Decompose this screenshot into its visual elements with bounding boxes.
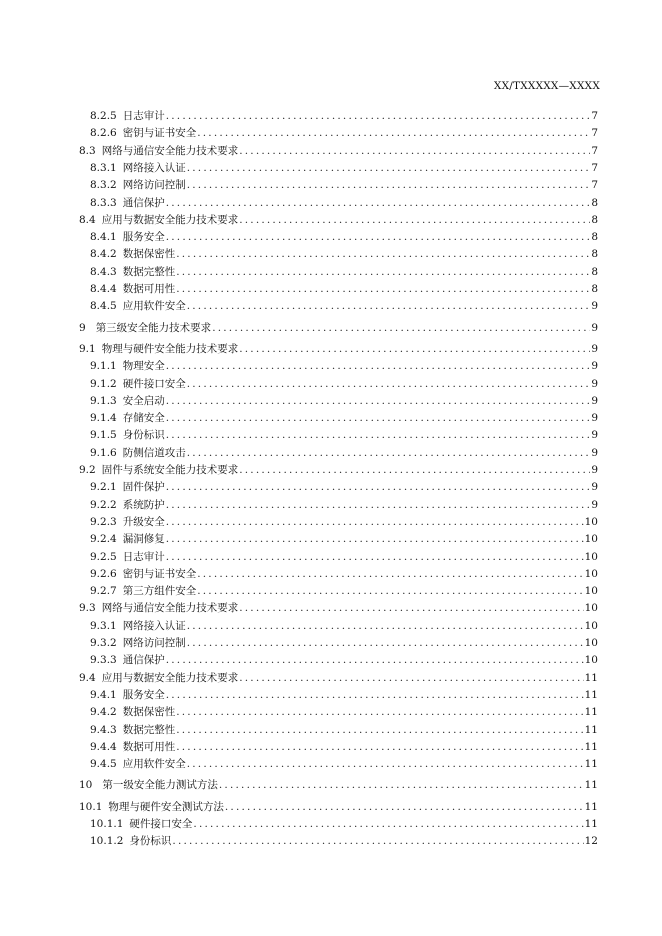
toc-entry-number: 9.2.4 <box>90 533 117 546</box>
toc-entry-title: 网络接入认证 <box>122 619 186 632</box>
toc-entry-title: 第三方组件安全 <box>122 585 197 598</box>
toc-entry-title: 物理与硬件安全能力技术要求 <box>101 342 239 355</box>
toc-entry-number: 8.4.2 <box>90 248 117 261</box>
toc-entry-page: 11 <box>584 818 598 830</box>
toc-entry-title: 身份标识 <box>122 429 165 442</box>
toc-entry[interactable] <box>90 229 598 245</box>
toc-entry[interactable] <box>90 393 598 409</box>
toc-entry-title: 日志审计 <box>122 110 165 122</box>
toc-leader-dots <box>239 672 583 684</box>
toc-entry-number: 9.4 <box>79 671 96 684</box>
toc-entry-title: 物理与硬件安全测试方法 <box>108 800 224 813</box>
toc-leader-dots <box>187 447 591 459</box>
toc-entry-page: 11 <box>584 688 598 701</box>
toc-entry-title: 网络访问控制 <box>122 179 186 192</box>
toc-entry-page: 9 <box>591 321 598 334</box>
toc-leader-dots <box>166 551 584 563</box>
toc-entry-page: 7 <box>591 179 598 192</box>
toc-leader-dots <box>219 779 584 791</box>
toc-entry-page: 9 <box>591 429 598 442</box>
toc-entry-page: 9 <box>591 342 598 355</box>
toc-entry-page: 9 <box>591 360 598 373</box>
toc-entry-page: 7 <box>591 144 598 157</box>
toc-entry-number: 8.3.2 <box>90 179 117 192</box>
toc-entry[interactable] <box>90 566 598 582</box>
toc-entry-number: 9.4.3 <box>90 723 117 736</box>
toc-entry-number: 9.1 <box>79 342 96 355</box>
toc-entry-title: 第三级安全能力技术要求 <box>95 321 212 334</box>
toc-entry-title: 数据保密性 <box>122 706 176 719</box>
toc-entry-page: 9 <box>591 446 598 459</box>
toc-entry[interactable] <box>79 670 598 686</box>
toc-entry-page: 10 <box>584 515 598 528</box>
toc-leader-dots <box>193 818 583 830</box>
toc-entry-page: 11 <box>584 740 598 753</box>
toc-entry[interactable] <box>90 479 598 495</box>
toc-entry[interactable] <box>90 618 598 634</box>
toc-entry-number: 9.2.3 <box>90 515 117 528</box>
toc-entry[interactable] <box>79 799 598 815</box>
toc-leader-dots <box>187 378 591 390</box>
toc-entry-title: 网络访问控制 <box>122 637 186 649</box>
toc-entry-number: 8.4.3 <box>90 265 117 278</box>
toc-entry[interactable] <box>90 833 598 849</box>
toc-entry-page: 10 <box>584 585 598 598</box>
toc-leader-dots <box>187 179 591 191</box>
toc-entry-title: 密钥与证书安全 <box>122 567 197 580</box>
toc-entry-title: 日志审计 <box>122 550 165 563</box>
toc-entry-page: 8 <box>591 196 598 209</box>
toc-entry-title: 固件与系统安全能力技术要求 <box>101 464 239 476</box>
toc-entry-title: 硬件接口安全 <box>122 377 186 390</box>
toc-entry-number: 9.1.4 <box>90 412 117 425</box>
toc-entry-title: 应用软件安全 <box>122 758 186 771</box>
toc-entry-number: 10.1 <box>79 800 103 813</box>
toc-entry-page: 12 <box>584 835 598 848</box>
toc-entry-title: 密钥与证书安全 <box>122 127 197 140</box>
toc-entry-title: 应用软件安全 <box>122 300 186 313</box>
toc-leader-dots <box>187 300 591 312</box>
toc-entry-number: 9.4.4 <box>90 740 117 753</box>
toc-entry-number: 8.4.4 <box>90 283 117 295</box>
toc-entry[interactable] <box>90 497 598 513</box>
toc-leader-dots <box>166 412 591 424</box>
toc-entry-page: 10 <box>584 567 598 580</box>
toc-entry[interactable] <box>79 341 598 357</box>
toc-entry-title: 应用与数据安全能力技术要求 <box>101 671 239 684</box>
toc-entry-number: 9.1.2 <box>90 377 117 390</box>
toc-leader-dots <box>239 214 590 226</box>
toc-entry-number: 8.4.5 <box>90 300 117 313</box>
toc-leader-dots <box>166 429 591 441</box>
toc-entry-number: 8.2.6 <box>90 127 117 140</box>
document-id-header: XX/TXXXXX—XXXX <box>493 80 600 92</box>
toc-entry-title: 数据可用性 <box>122 740 176 753</box>
toc-entry[interactable] <box>90 739 598 755</box>
toc-entry[interactable] <box>90 195 598 211</box>
toc-entry-title: 升级安全 <box>122 515 165 528</box>
toc-entry-number: 8.3.3 <box>90 196 117 209</box>
toc-entry-number: 9.4.2 <box>90 706 117 719</box>
toc-entry-page: 11 <box>584 671 598 684</box>
toc-entry-number: 8.4 <box>79 213 96 226</box>
toc-entry-page: 10 <box>584 637 598 649</box>
toc-entry[interactable] <box>90 687 598 703</box>
toc-leader-dots <box>212 322 590 334</box>
toc-leader-dots <box>176 706 583 718</box>
toc-leader-dots <box>166 110 591 122</box>
toc-entry-title: 漏洞修复 <box>122 533 165 546</box>
toc-entry-title: 数据保密性 <box>122 248 176 261</box>
toc-leader-dots <box>166 197 591 209</box>
toc-entry-title: 服务安全 <box>122 231 165 244</box>
toc-leader-dots <box>166 481 591 493</box>
toc-entry-page: 7 <box>591 110 598 122</box>
toc-leader-dots <box>176 283 590 295</box>
toc-entry-number: 8.3.1 <box>90 161 117 174</box>
toc-entry[interactable] <box>79 212 598 228</box>
toc-entry-number: 9.3.2 <box>90 637 117 649</box>
toc-entry[interactable] <box>79 143 598 159</box>
toc-leader-dots <box>166 516 584 528</box>
toc-leader-dots <box>166 654 584 666</box>
toc-leader-dots <box>176 741 583 753</box>
toc-entry[interactable] <box>90 177 598 193</box>
toc-entry[interactable] <box>90 125 598 141</box>
toc-entry-page: 10 <box>584 550 598 563</box>
toc-leader-dots <box>187 758 584 770</box>
toc-entry[interactable] <box>90 445 598 461</box>
toc-entry-number: 9.4.5 <box>90 758 117 771</box>
toc-entry-number: 9.2.6 <box>90 567 117 580</box>
toc-entry-number: 9.4.1 <box>90 688 117 701</box>
toc-entry-title: 通信保护 <box>122 196 165 209</box>
toc-entry-number: 10.1.1 <box>90 818 124 830</box>
toc-entry[interactable] <box>90 298 598 314</box>
toc-entry[interactable] <box>90 531 598 547</box>
toc-entry[interactable] <box>90 376 598 392</box>
toc-entry-number: 8.4.1 <box>90 231 117 244</box>
toc-entry-number: 9 <box>79 321 86 334</box>
toc-leader-dots <box>166 395 591 407</box>
toc-entry[interactable] <box>90 281 598 297</box>
toc-entry-number: 9.2.1 <box>90 481 117 494</box>
toc-entry-number: 9.1.3 <box>90 394 117 407</box>
toc-entry-title: 数据完整性 <box>122 265 176 278</box>
toc-entry[interactable] <box>90 549 598 565</box>
toc-entry-number: 8.2.5 <box>90 110 117 122</box>
toc-leader-dots <box>187 162 591 174</box>
toc-entry[interactable] <box>79 777 598 793</box>
toc-entry-title: 应用与数据安全能力技术要求 <box>101 213 239 226</box>
toc-entry-page: 9 <box>591 394 598 407</box>
toc-leader-dots <box>197 585 583 597</box>
toc-entry-title: 系统防护 <box>122 498 165 511</box>
toc-entry-page: 9 <box>591 481 598 494</box>
toc-entry-number: 9.3 <box>79 602 96 615</box>
toc-entry-title: 网络接入认证 <box>122 161 186 174</box>
toc-leader-dots <box>176 266 590 278</box>
toc-entry-page: 8 <box>591 213 598 226</box>
toc-leader-dots <box>176 248 590 260</box>
toc-leader-dots <box>166 533 584 545</box>
toc-leader-dots <box>197 127 590 139</box>
toc-entry-page: 8 <box>591 231 598 244</box>
toc-entry[interactable] <box>90 246 598 262</box>
toc-entry-number: 9.2 <box>79 464 96 476</box>
toc-entry-number: 10.1.2 <box>90 835 124 848</box>
toc-entry-number: 9.3.1 <box>90 619 117 632</box>
toc-leader-dots <box>166 360 591 372</box>
toc-leader-dots <box>239 602 583 614</box>
toc-entry-title: 物理安全 <box>122 360 165 373</box>
toc-entry-page: 9 <box>591 300 598 313</box>
toc-entry-title: 数据可用性 <box>122 283 176 295</box>
toc-entry[interactable] <box>79 320 598 336</box>
toc-entry[interactable] <box>90 756 598 772</box>
toc-entry-page: 8 <box>591 248 598 261</box>
toc-entry[interactable] <box>90 652 598 668</box>
toc-entry-title: 数据完整性 <box>122 723 176 736</box>
toc-entry-page: 11 <box>584 706 598 719</box>
toc-entry-page: 11 <box>584 758 598 771</box>
toc-entry-page: 11 <box>584 800 598 813</box>
toc-entry-title: 网络与通信安全能力技术要求 <box>101 144 239 157</box>
toc-entry[interactable] <box>90 108 598 124</box>
toc-entry-title: 防侧信道攻击 <box>122 446 186 459</box>
toc-entry-page: 8 <box>591 265 598 278</box>
toc-entry-page: 11 <box>584 779 598 792</box>
toc-entry-number: 10 <box>79 779 93 792</box>
toc-entry[interactable] <box>90 410 598 426</box>
toc-entry-number: 8.3 <box>79 144 96 157</box>
toc-entry-title: 服务安全 <box>122 688 165 701</box>
toc-entry[interactable] <box>90 722 598 738</box>
toc-entry-number: 9.1.5 <box>90 429 117 442</box>
toc-leader-dots <box>197 568 583 580</box>
toc-entry-title: 硬件接口安全 <box>129 818 193 830</box>
toc-entry[interactable] <box>79 462 598 478</box>
toc-entry[interactable] <box>90 427 598 443</box>
toc-entry[interactable] <box>90 816 598 832</box>
toc-leader-dots <box>172 835 583 847</box>
toc-leader-dots <box>176 724 583 736</box>
toc-entry-title: 固件保护 <box>122 481 165 494</box>
toc-leader-dots <box>187 620 584 632</box>
toc-entry-page: 10 <box>584 654 598 667</box>
toc-entry[interactable] <box>90 514 598 530</box>
toc-entry-page: 10 <box>584 533 598 546</box>
toc-entry-page: 8 <box>591 283 598 295</box>
toc-entry-page: 10 <box>584 602 598 615</box>
toc-leader-dots <box>166 499 591 511</box>
toc-entry[interactable] <box>90 358 598 374</box>
toc-leader-dots <box>239 145 590 157</box>
toc-entry-page: 9 <box>591 464 598 476</box>
toc-entry[interactable] <box>90 583 598 599</box>
toc-leader-dots <box>166 689 584 701</box>
toc-leader-dots <box>166 231 591 243</box>
toc-entry-number: 9.3.3 <box>90 654 117 667</box>
toc-entry-number: 9.2.7 <box>90 585 117 598</box>
toc-entry[interactable] <box>90 635 598 651</box>
toc-entry[interactable] <box>90 264 598 280</box>
toc-entry-page: 10 <box>584 619 598 632</box>
toc-entry-page: 9 <box>591 377 598 390</box>
toc-entry-page: 7 <box>591 161 598 174</box>
toc-entry-title: 存储安全 <box>122 412 165 425</box>
toc-entry-title: 安全启动 <box>122 394 165 407</box>
toc-entry-title: 身份标识 <box>129 835 172 848</box>
toc-leader-dots <box>225 801 584 813</box>
toc-entry-number: 9.2.5 <box>90 550 117 563</box>
toc-entry-page: 11 <box>584 723 598 736</box>
toc-entry-page: 7 <box>591 127 598 140</box>
toc-leader-dots <box>239 464 590 476</box>
toc-entry-number: 9.1.1 <box>90 360 117 373</box>
toc-entry-page: 9 <box>591 412 598 425</box>
toc-entry[interactable] <box>90 704 598 720</box>
toc-entry[interactable] <box>79 600 598 616</box>
toc-entry-title: 第一级安全能力测试方法 <box>102 779 218 792</box>
toc-leader-dots <box>239 343 590 355</box>
toc-leader-dots <box>187 637 584 649</box>
toc-entry-number: 9.1.6 <box>90 446 117 459</box>
toc-entry-page: 9 <box>591 498 598 511</box>
toc-entry-number: 9.2.2 <box>90 498 117 511</box>
toc-entry[interactable] <box>90 160 598 176</box>
toc-entry-title: 网络与通信安全能力技术要求 <box>101 602 239 615</box>
toc-entry-title: 通信保护 <box>122 654 165 667</box>
